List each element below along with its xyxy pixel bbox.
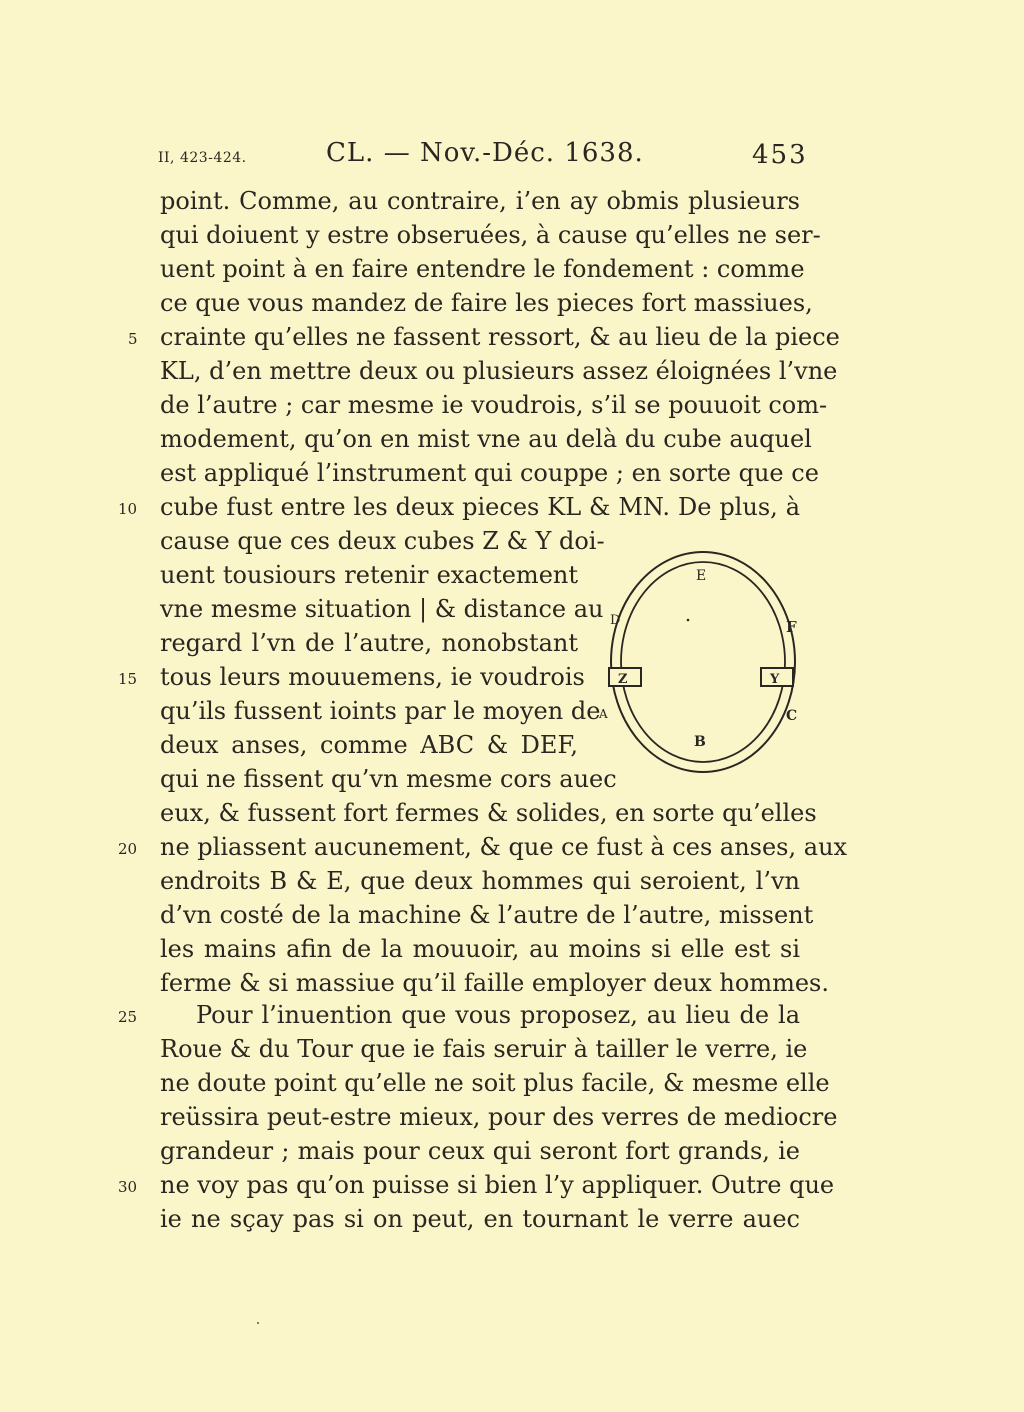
line-number: 30 xyxy=(118,1178,138,1196)
ink-speck xyxy=(257,1322,259,1324)
text-line: qui doiuent y estre obseruées, à cause qu’elles ne ser- xyxy=(160,221,821,249)
text-line: ne pliassent aucunement, & que ce fust à ces anses, aux xyxy=(160,833,848,861)
text-line: cause que ces deux cubes Z & Y doi- xyxy=(160,527,605,555)
center-dot xyxy=(687,619,690,622)
line-number: 25 xyxy=(118,1008,138,1026)
line-number: 10 xyxy=(118,500,138,518)
text-line: grandeur ; mais pour ceux qui seront fort grands, ie xyxy=(160,1137,800,1165)
text-line: cube fust entre les deux pieces KL & MN. De plus, à xyxy=(160,493,800,521)
label-f: F xyxy=(786,618,797,636)
text-line: reüssira peut-estre mieux, pour des verres de mediocre xyxy=(160,1103,838,1131)
inner-anse xyxy=(621,562,785,762)
text-line: modement, qu’on en mist vne au delà du cube auquel xyxy=(160,425,812,453)
text-line: ce que vous mandez de faire les pieces fort massiues, xyxy=(160,289,813,317)
label-c: C xyxy=(786,708,798,724)
text-line: de l’autre ; car mesme ie voudrois, s’il se pouuoit com- xyxy=(160,391,828,419)
label-a: A xyxy=(599,707,608,721)
label-e: E xyxy=(696,568,707,584)
header-title: CL. — Nov.-Déc. 1638. xyxy=(326,138,644,168)
text-line: uent point à en faire entendre le fondement : comme xyxy=(160,255,805,283)
text-line: eux, & fussent fort fermes & solides, en sorte qu’elles xyxy=(160,799,817,827)
text-line: qui ne fissent qu’vn mesme cors auec xyxy=(160,765,617,793)
text-line: regard l’vn de l’autre, nonobstant xyxy=(160,629,578,657)
text-line: deux anses, comme ABC & DEF, xyxy=(160,731,578,759)
text-line: KL, d’en mettre deux ou plusieurs assez éloignées l’vne xyxy=(160,357,838,385)
label-b: B xyxy=(694,734,706,750)
egg-anses-diagram xyxy=(596,540,812,790)
header-reference: II, 423-424. xyxy=(158,150,247,166)
text-line: vne mesme situation | & distance au xyxy=(160,595,604,623)
text-line: ne doute point qu’elle ne soit plus facile, & mesme elle xyxy=(160,1069,830,1097)
line-number: 15 xyxy=(118,670,138,688)
text-line: point. Comme, au contraire, i’en ay obmis plusieurs xyxy=(160,187,800,215)
text-line: les mains afin de la mouuoir, au moins si elle est si xyxy=(160,935,800,963)
label-z: Z xyxy=(618,672,628,687)
text-line: ne voy pas qu’on puisse si bien l’y appliquer. Outre que xyxy=(160,1171,835,1199)
line-number: 5 xyxy=(128,330,138,348)
text-line: est appliqué l’instrument qui couppe ; en sorte que ce xyxy=(160,459,819,487)
text-line: ie ne sçay pas si on peut, en tournant le verre auec xyxy=(160,1205,800,1233)
label-d: D xyxy=(610,613,621,628)
page-number: 453 xyxy=(752,140,808,170)
text-line: ferme & si massiue qu’il faille employer deux hommes. xyxy=(160,969,829,997)
label-y: Y xyxy=(770,672,780,687)
text-line: Roue & du Tour que ie fais seruir à tailler le verre, ie xyxy=(160,1035,808,1063)
text-line: tous leurs mouuemens, ie voudrois xyxy=(160,663,585,691)
text-line: crainte qu’elles ne fassent ressort, & au lieu de la piece xyxy=(160,323,840,351)
text-line: Pour l’inuention que vous proposez, au lieu de la xyxy=(196,1001,800,1029)
line-number: 20 xyxy=(118,840,138,858)
text-line: d’vn costé de la machine & l’autre de l’autre, missent xyxy=(160,901,814,929)
text-line: qu’ils fussent ioints par le moyen de xyxy=(160,697,601,725)
text-line: uent tousiours retenir exactement xyxy=(160,561,578,589)
text-line: endroits B & E, que deux hommes qui seroient, l’vn xyxy=(160,867,800,895)
